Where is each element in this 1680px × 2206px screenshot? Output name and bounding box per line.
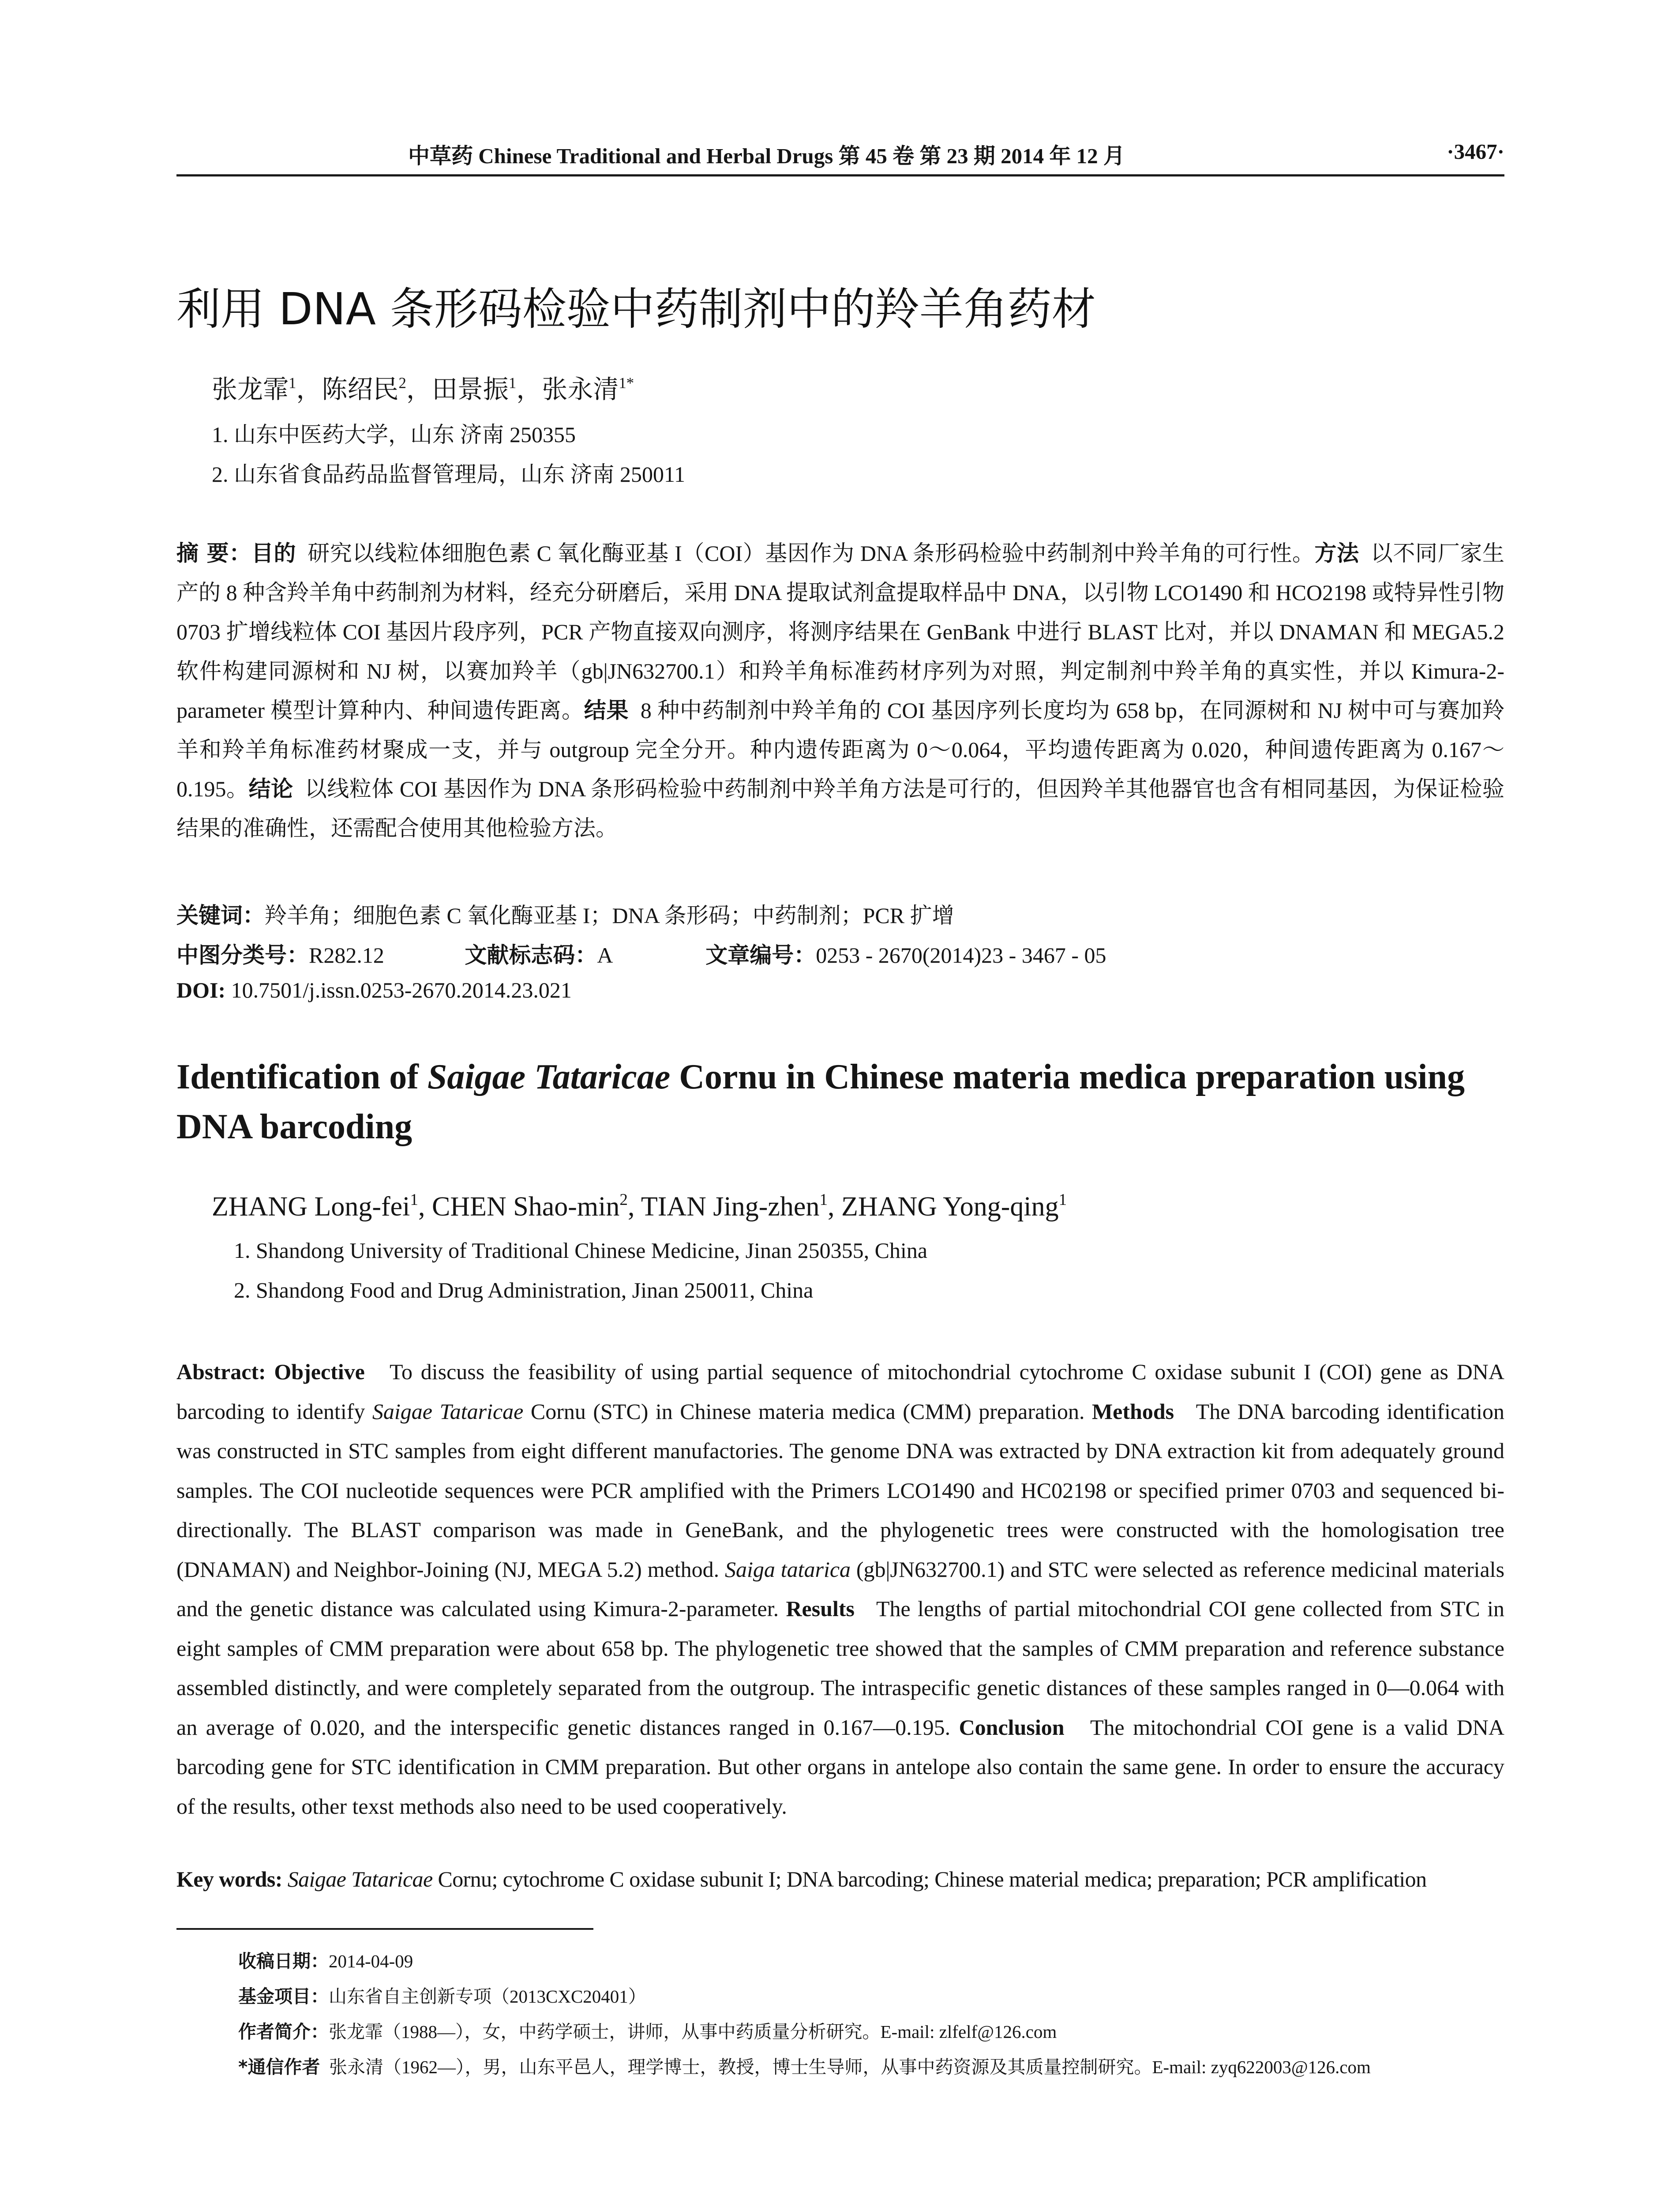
doi-label: DOI: xyxy=(176,978,226,1002)
abstract-objective-label: Abstract: Objective xyxy=(176,1359,365,1384)
footnote-text: 张龙霏（1988—），女，中药学硕士，讲师，从事中药质量分析研究。E-mail: zlfelf@126.com xyxy=(329,2022,1057,2042)
conclusion-label: Conclusion xyxy=(959,1715,1065,1740)
author-separator: , xyxy=(627,1192,641,1222)
author-separator: ， xyxy=(516,375,542,404)
article-no-label: 文章编号： xyxy=(705,942,816,968)
classification-line xyxy=(176,938,1106,969)
english-affiliation-2: 2. Shandong Food and Drug Administration, Jinan 250011, China xyxy=(234,1278,814,1302)
keywords-label: Key words: xyxy=(176,1867,282,1891)
conclusion-text: 以线粒体 COI 基因作为 DNA 条形码检验中药制剂中羚羊角方法是可行的，但因羚羊其他器官也含有相同基因，为保证检验结果的准确性，还需配合使用其他检验方法。 xyxy=(176,777,1504,840)
methods-text: 以不同厂家生产的 8 种含羚羊角中药制剂为材料，经充分研磨后，采用 DNA 提取试剂盒提取样品中 DNA，以引物 LCO1490 和 HCO2198 或特异性引物 0703 扩增线粒体 COI 基因片段序列，PCR 产物直接双向测序，将测序结果在 GenBank 中进行 BLAST 比对，并以 DNAMAN 和 MEGA5.2 软件构建同源树和 NJ 树，以赛加羚羊（gb|JN632700.1）和羚羊角标准药材序列为对照，判定制剂中羚羊角的真实性，并以 Kimura-2-parameter 模型计算种内、种间遗传距离。 xyxy=(176,541,1504,723)
footnote-rule xyxy=(176,1928,593,1930)
chinese-keywords xyxy=(176,898,954,930)
footnote-label: 基金项目： xyxy=(238,1986,329,2007)
author-separator: , xyxy=(418,1192,432,1222)
footnote-funding xyxy=(238,1982,646,2008)
author-separator: ， xyxy=(406,375,432,404)
methods-label: Methods xyxy=(1091,1399,1174,1424)
english-affiliation-1: 1. Shandong University of Traditional Chinese Medicine, Jinan 250355, China xyxy=(234,1238,928,1263)
author-name: ZHANG Long-fei xyxy=(212,1192,410,1222)
chinese-affiliation-1: 1. 山东中医药大学，山东 济南 250355 xyxy=(212,422,576,447)
species-name: Saigae Tataricae xyxy=(372,1399,524,1424)
author-name: 张永清 xyxy=(542,375,619,404)
footnote-received xyxy=(238,1947,413,1973)
footnote-label: 作者简介： xyxy=(238,2021,329,2042)
author-affiliation-mark: 1 xyxy=(819,1190,828,1209)
chinese-title: 利用 DNA 条形码检验中药制剂中的羚羊角药材 xyxy=(176,283,1096,335)
author-separator: , xyxy=(828,1192,842,1222)
footnote-corresponding-author xyxy=(238,2052,1371,2078)
english-keywords xyxy=(176,1866,1504,1892)
author-name: 张龙霏 xyxy=(212,375,289,404)
objective-text: 研究以线粒体细胞色素 C 氧化酶亚基 I（COI）基因作为 DNA 条形码检验中药制剂中羚羊角的可行性。 xyxy=(308,541,1315,566)
title-species: Saigae Tataricae xyxy=(427,1058,671,1096)
title-text: Cornu in Chinese materia medica preparation using DNA barcoding xyxy=(176,1058,1465,1146)
author-name: CHEN Shao-min xyxy=(431,1192,620,1222)
author-affiliation-mark: 1 xyxy=(1058,1190,1067,1209)
methods-label: 方法 xyxy=(1314,540,1359,566)
abstract-label: 摘 要： xyxy=(176,540,251,566)
clc-label: 中图分类号： xyxy=(176,942,309,968)
footnote-text: 山东省自主创新专项（2013CXC20401） xyxy=(329,1986,646,2007)
results-label: Results xyxy=(786,1596,855,1621)
keywords-text: 羚羊角；细胞色素 C 氧化酶亚基 I；DNA 条形码；中药制剂；PCR 扩增 xyxy=(265,903,954,928)
results-text: 8 种中药制剂中羚羊角的 COI 基因序列长度均为 658 bp，在同源树和 NJ 树中可与赛加羚羊和羚羊角标准药材聚成一支，并与 outgroup 完全分开。种内遗传距离为 0～0.064，平均遗传距离为 0.020，种间遗传距离为 0.167～0.195。 xyxy=(176,698,1505,801)
title-text: Identification of xyxy=(176,1058,428,1096)
journal-info: 中草药 Chinese Traditional and Herbal Drugs 第 45 卷 第 23 期 2014 年 12 月 xyxy=(408,144,1125,168)
footnote-author-bio xyxy=(238,2017,1057,2043)
methods-text: The DNA barcoding identification was constructed in STC samples from eight different manufactories. The genome DNA was extracted by DNA extraction kit from adequately ground samples. The COI nucleotide sequences were PCR amplified with the Primers LCO1490 and HC02198 or specified primer 0703 and sequenced bi-directionally. The BLAST comparison was made in GeneBank, and the phylogenetic trees were constructed with the homologisation tree (DNAMAN) and Neighbor-Joining (NJ, MEGA 5.2) method. xyxy=(176,1399,1505,1582)
species-name: Saiga tatarica xyxy=(724,1557,851,1582)
results-label: 结果 xyxy=(584,698,629,723)
author-name: ZHANG Yong-qing xyxy=(841,1192,1059,1222)
chinese-affiliation-2: 2. 山东省食品药品监督管理局，山东 济南 250011 xyxy=(212,462,686,487)
doccode-label: 文献标志码： xyxy=(465,942,597,968)
objective-label: 目的 xyxy=(251,540,296,566)
doccode-value: A xyxy=(597,943,612,968)
objective-text: Cornu (STC) in Chinese materia medica (CMM) preparation. xyxy=(523,1399,1085,1424)
keywords-text: Cornu; cytochrome C oxidase subunit I; DNA barcoding; Chinese material medica; preparation; PCR amplification xyxy=(432,1867,1427,1891)
keyword-species: Saigae Tataricae xyxy=(287,1867,433,1891)
author-affiliation-mark: 2 xyxy=(398,374,406,392)
objective-text: To discuss the feasibility of using partial sequence of mitochondrial cytochrome C oxidase subunit I (COI) gene as DNA barcoding to identify xyxy=(176,1359,1504,1424)
footnote-label: *通信作者 xyxy=(238,2056,320,2078)
running-header xyxy=(176,139,1504,171)
english-abstract xyxy=(176,1352,1504,1826)
conclusion-text: The mitochondrial COI gene is a valid DNA barcoding gene for STC identification in CMM preparation. But other organs in antelope also contain the same gene. In order to ensure the accuracy of the results, other texst methods also need to be used cooperatively. xyxy=(176,1715,1504,1819)
clc-value: R282.12 xyxy=(309,943,384,968)
author-name: 陈绍民 xyxy=(322,375,399,404)
keywords-label: 关键词： xyxy=(176,903,265,928)
english-title xyxy=(176,1052,1504,1152)
author-affiliation-mark: 1 xyxy=(289,374,296,392)
doi-value: 10.7501/j.issn.0253-2670.2014.23.021 xyxy=(231,978,572,1002)
author-separator: ， xyxy=(296,375,322,404)
footnote-text: 张永清（1962—），男，山东平邑人，理学博士，教授，博士生导师，从事中药资源及其质量控制研究。E-mail: zyq622003@126.com xyxy=(329,2057,1371,2077)
author-affiliation-mark: 1 xyxy=(508,374,517,392)
author-name: TIAN Jing-zhen xyxy=(641,1192,820,1222)
header-rule xyxy=(176,174,1504,176)
methods-text: (gb|JN632700.1) and STC were selected as reference medicinal materials and the genetic distance was calculated using Kimura-2-parameter. xyxy=(176,1557,1505,1621)
chinese-authors xyxy=(212,368,634,405)
chinese-abstract xyxy=(176,534,1504,848)
author-affiliation-mark: 2 xyxy=(619,1190,628,1209)
author-affiliation-mark: 1* xyxy=(619,374,634,392)
doi-line xyxy=(176,977,572,1003)
results-text: The lengths of partial mitochondrial COI gene collected from STC in eight samples of CMM preparation were about 658 bp. The phylogenetic tree showed that the samples of CMM preparation and reference substance assembled distinctly, and were completely separated from the outgroup. The intraspecific genetic distances of these samples ranged in 0—0.064 with an average of 0.020, and the interspecific genetic distances ranged in 0.167—0.195. xyxy=(176,1596,1504,1740)
author-affiliation-mark: 1 xyxy=(410,1190,418,1209)
footnote-label: 收稿日期： xyxy=(238,1951,329,1972)
page-number: ·3467· xyxy=(1447,139,1504,164)
english-authors xyxy=(212,1191,1067,1223)
footnote-text: 2014-04-09 xyxy=(329,1951,413,1971)
article-no-value: 0253 - 2670(2014)23 - 3467 - 05 xyxy=(816,943,1106,968)
conclusion-label: 结论 xyxy=(248,776,293,802)
author-name: 田景振 xyxy=(431,375,509,404)
